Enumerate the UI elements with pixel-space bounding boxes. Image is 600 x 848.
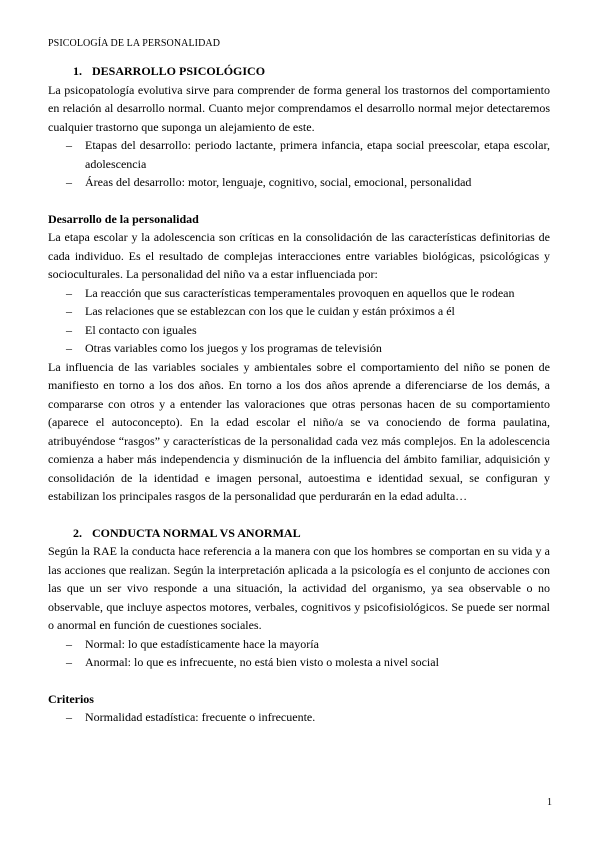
list-item: – Etapas del desarrollo: periodo lactante, primera infancia, etapa social preescolar, etapa escolar, adolescencia xyxy=(66,138,550,171)
document-body xyxy=(48,62,550,727)
list-item: – Normalidad estadística: frecuente o infrecuente. xyxy=(66,710,316,724)
section-2-list xyxy=(48,635,550,672)
personality-list xyxy=(48,284,550,358)
personality-heading: Desarrollo de la personalidad xyxy=(48,211,199,226)
list-item: – Las relaciones que se establezcan con los que le cuidan y están próximos a él xyxy=(66,304,455,318)
section-2-number: 2. xyxy=(73,525,82,540)
section-2-heading xyxy=(48,524,550,543)
list-item: – La reacción que sus características temperamentales provoquen en aquellos que le rodean xyxy=(66,285,515,300)
page-number: 1 xyxy=(547,797,552,808)
section-1-heading xyxy=(48,62,550,81)
page-header: PSICOLOGÍA DE LA PERSONALIDAD xyxy=(48,38,221,49)
list-item: – Normal: lo que estadísticamente hace la mayoría xyxy=(66,636,319,651)
list-item: – Anormal: lo que es infrecuente, no está bien visto o molesta a nivel social xyxy=(66,655,439,669)
section-1-title: DESARROLLO PSICOLÓGICO xyxy=(92,64,266,78)
personality-body: La influencia de las variables sociales y ambientales sobre el comportamiento del niño se ponen de manifiesto en torno a los dos años. En torno a los dos años aprende a diferenciarse de los demás, a compararse con otros y a entender las valoraciones que otras personas hacen de su comportamiento (aparece el autoconcepto). En la edad escolar el niño/a se va conociendo de forma paulatina, atribuyéndose “rasgos” y características de la personalidad cada vez más complejos. En la adolescencia comienza a haber más independencia y disminución de la influencia del ámbito familiar, adquisición y consolidación de la identidad e imagen personal, autoestima e identidad sexual, se configuran y estabilizan los principales rasgos de la personalidad que perdurarán en la edad adulta… xyxy=(48,359,550,503)
section-1-list xyxy=(48,136,550,192)
list-item: – El contacto con iguales xyxy=(66,322,197,337)
criteria-list xyxy=(48,708,550,727)
criteria-heading: Criterios xyxy=(48,691,94,706)
section-2-intro: Según la RAE la conducta hace referencia a la manera con que los hombres se comportan en su vida y a las acciones que realizan. Según la interpretación aplicada a la psicología es el conjunto de acciones con las que un ser vivo responde a una situación, la actividad del organismo, ya sea observable o no observable, que incluye aspectos motores, verbales, cognitivos y psicofisiológicos. Se puede ser normal o anormal en función de cuestiones sociales. xyxy=(48,544,550,632)
personality-intro: La etapa escolar y la adolescencia son críticas en la consolidación de las características definitorias de cada individuo. Es el resultado de complejas interacciones entre variables biológicas, psicológicas y socioculturales. La personalidad del niño va a estar influenciada por: xyxy=(48,230,550,281)
list-item: – Áreas del desarrollo: motor, lenguaje, cognitivo, social, emocional, personalidad xyxy=(66,175,472,189)
section-2-title: CONDUCTA NORMAL VS ANORMAL xyxy=(92,525,301,540)
section-1-number: 1. xyxy=(73,64,82,78)
list-item: – Otras variables como los juegos y los programas de televisión xyxy=(66,341,382,355)
section-1-intro: La psicopatología evolutiva sirve para comprender de forma general los trastornos del comportamiento en relación al desarrollo normal. Cuanto mejor comprendamos el desarrollo normal mejor detectaremos cualquier trastorno que suponga un alejamiento de este. xyxy=(48,82,550,134)
